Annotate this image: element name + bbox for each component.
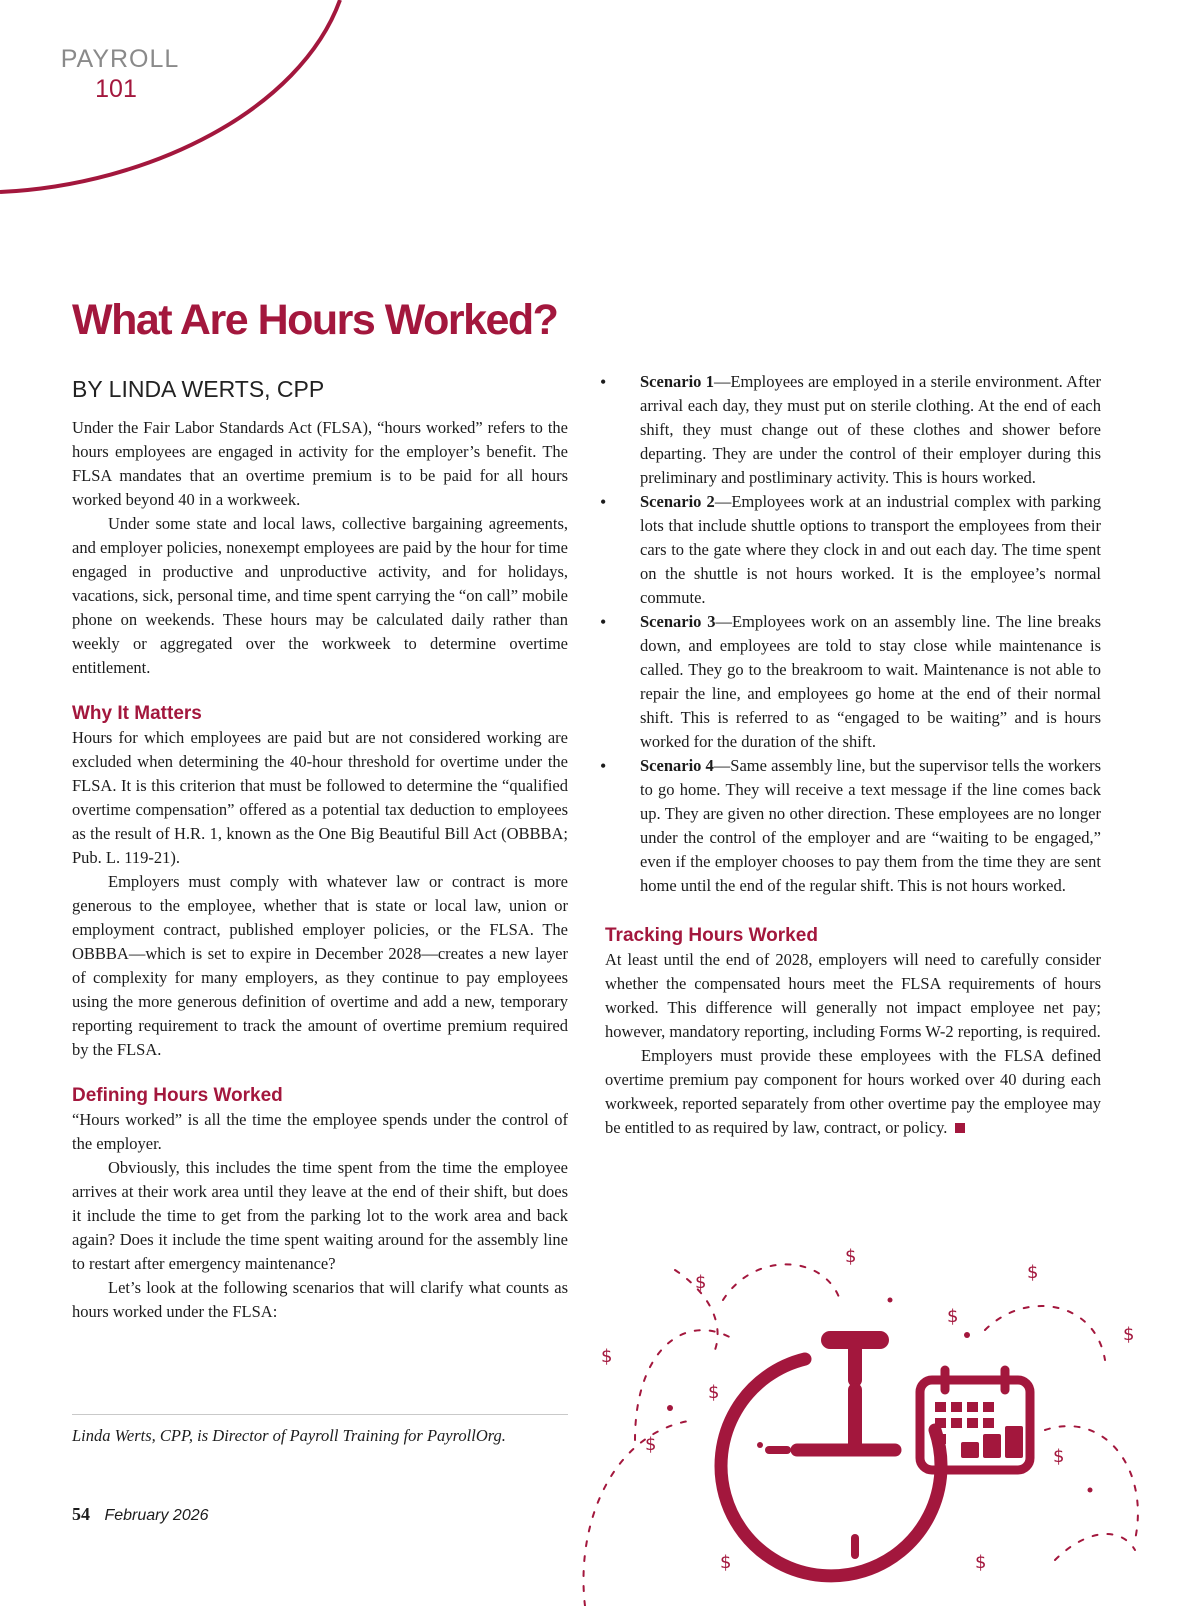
intro-paragraph-2: Under some state and local laws, collective bargaining agreements, and employer policies, nonexempt employees are paid by the hour for time engaged in productive and unproductive activity, and for holidays, vacations, sick, personal time, and time spent carrying the “on call” mobile phone on weekends. These hours may be calculated daily rather than weekly or aggregated over the workweek to determine overtime entitlement. <box>72 514 568 677</box>
tracking-paragraph-2-text: Employers must provide these employees with the FLSA defined overtime premium pay component for hours worked over 40 during each workweek, reported separately from other overtime pay the employee may be entitled to as required by law, contract, or policy. <box>605 1046 1101 1137</box>
scenario-text: —Same assembly line, but the supervisor tells the workers to go home. They will receive a text message if the line comes back up. They are given no other direction. These employees are no longer under the control of the employer and are “waiting to be engaged,” even if the employer chooses to pay them from the time they are sent home until the end of the regular shift. This is not hours worked. <box>640 756 1102 895</box>
section-label-payroll: PAYROLL <box>60 45 180 73</box>
scenario-label: Scenario 2 <box>640 492 715 511</box>
heading-defining-hours-worked: Defining Hours Worked <box>72 1085 283 1106</box>
dollar-sign-icon: $ <box>1053 1446 1065 1467</box>
tracking-paragraph-2 <box>605 1044 1101 1140</box>
stopwatch-calendar-illustration <box>575 1230 1165 1606</box>
dollar-sign-icon: $ <box>1123 1324 1135 1345</box>
scenario-label: Scenario 1 <box>640 372 714 391</box>
heading-why-it-matters: Why It Matters <box>72 703 202 724</box>
issue-date: February 2026 <box>104 1507 209 1524</box>
dollar-sign-icon: $ <box>975 1552 987 1573</box>
dollar-sign-icon: $ <box>601 1346 613 1367</box>
scenario-item <box>605 490 1101 610</box>
dollar-sign-icon: $ <box>695 1272 707 1293</box>
defining-paragraph-3: Let’s look at the following scenarios that will clarify what counts as hours worked under the FLSA: <box>72 1278 568 1321</box>
scenario-item <box>605 370 1101 490</box>
scenario-text: —Employees work on an assembly line. The line breaks down, and employees are told to stay close while maintenance is called. They go to the breakroom to wait. Maintenance is not able to repair the line, and employees go home at the end of their normal shift. This is referred to as “engaged to be waiting” and is hours worked for the duration of the shift. <box>640 612 1101 751</box>
scenario-label: Scenario 3 <box>640 612 716 631</box>
scenario-label: Scenario 4 <box>640 756 714 775</box>
dollar-sign-icon: $ <box>1027 1262 1039 1283</box>
why-paragraph-1: Hours for which employees are paid but are not considered working are excluded when determining the 40-hour threshold for overtime under the FLSA. It is this criterion that must be followed to determine the “qualified overtime compensation” offered as a potential tax deduction to employees as the result of H.R. 1, known as the One Big Beautiful Bill Act (OBBBA; Pub. L. 119-21). <box>72 728 568 867</box>
defining-paragraph-1: “Hours worked” is all the time the employee spends under the control of the employer. <box>72 1110 568 1153</box>
dollar-sign-icon: $ <box>947 1306 959 1327</box>
dollar-sign-icon: $ <box>645 1434 657 1455</box>
scenario-item <box>605 610 1101 754</box>
article-title: What Are Hours Worked? <box>72 296 558 344</box>
article-byline: BY LINDA WERTS, CPP <box>72 376 325 402</box>
scenario-text: —Employees work at an industrial complex with parking lots that include shuttle options to transport the employees from their cars to the gate where they clock in and out each day. The time spent on the shuttle is not hours worked. It is the employee’s normal commute. <box>640 492 1101 607</box>
dollar-sign-icon: $ <box>845 1246 857 1267</box>
scenario-item <box>605 754 1101 898</box>
tracking-paragraph-1: At least until the end of 2028, employers will need to carefully consider whether the compensated hours meet the FLSA requirements of hours worked. This difference will generally not impact employee net pay; however, mandatory reporting, including Forms W-2 reporting, is required. <box>605 950 1101 1041</box>
scenario-list <box>605 370 1101 898</box>
stopwatch-icon <box>721 1340 941 1576</box>
intro-paragraph-1: Under the Fair Labor Standards Act (FLSA), “hours worked” refers to the hours employees are engaged in activity for the employer’s benefit. The FLSA mandates that an overtime premium is to be paid for all hours worked beyond 40 in a workweek. <box>72 418 568 509</box>
bio-divider <box>72 1414 568 1415</box>
end-of-article-mark <box>955 1123 965 1133</box>
left-column <box>72 416 568 1324</box>
section-label <box>60 44 180 104</box>
heading-tracking-hours-worked: Tracking Hours Worked <box>605 925 818 946</box>
scenario-text: —Employees are employed in a sterile environment. After arrival each day, they must put on sterile clothing. At the end of each shift, they must change out of these clothes and shower before departing. They are under the control of their employer during this preliminary and postliminary activity. This is hours worked. <box>640 372 1101 487</box>
page-footer <box>72 1503 209 1527</box>
defining-paragraph-2: Obviously, this includes the time spent from the time the employee arrives at their work area until they leave at the end of their shift, but does it include the time to get from the parking lot to the work area and back again? Does it include the time spent waiting around for the assembly line to restart after emergency maintenance? <box>72 1158 568 1273</box>
why-paragraph-2: Employers must comply with whatever law or contract is more generous to the employee, whether that is state or local law, union or employment contract, published employer policies, or the FLSA. The OBBBA—which is set to expire in December 2028—creates a new layer of complexity for many employers, as they continue to pay employees using the more generous definition of overtime and add a new, temporary reporting requirement to track the amount of overtime premium required by the FLSA. <box>72 872 568 1059</box>
page-number: 54 <box>72 1504 90 1524</box>
section-label-101: 101 <box>95 75 137 103</box>
coin-stack-icon <box>961 1426 1023 1458</box>
author-bio: Linda Werts, CPP, is Director of Payroll Training for PayrollOrg. <box>72 1426 506 1445</box>
dollar-sign-icon: $ <box>720 1552 732 1573</box>
corner-arc-decoration <box>0 0 360 210</box>
dollar-sign-icon: $ <box>708 1382 720 1403</box>
right-column <box>605 370 1101 1140</box>
